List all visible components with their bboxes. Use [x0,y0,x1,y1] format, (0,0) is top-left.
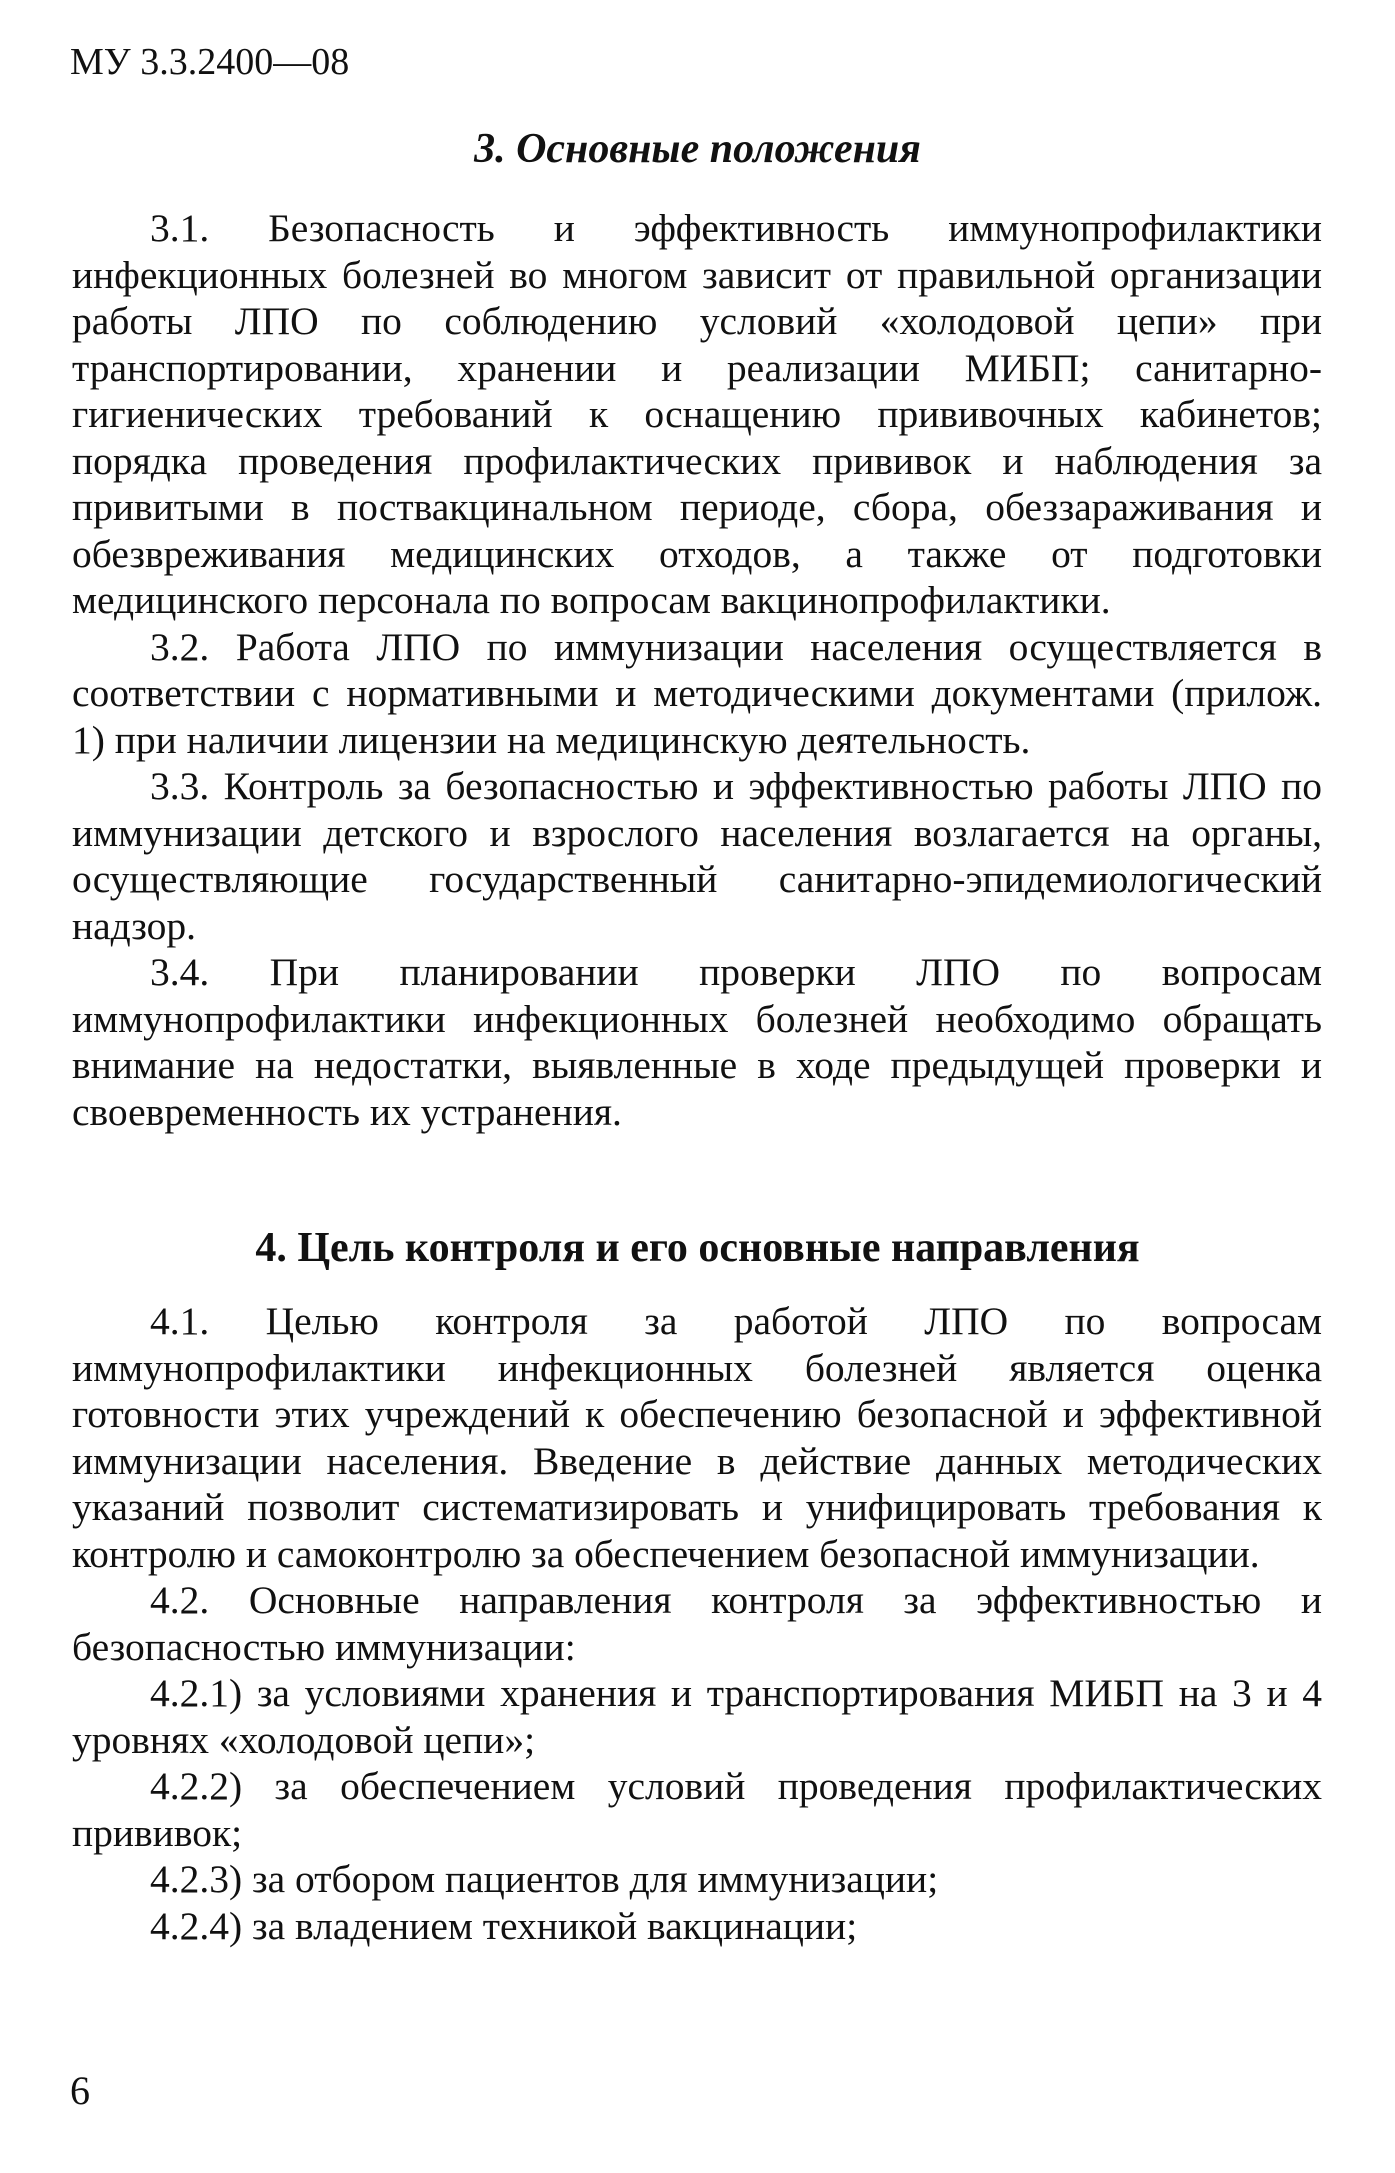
page-number: 6 [70,2068,90,2113]
paragraph-3-2: 3.2. Работа ЛПО по иммунизации населения осуществляется в соответствии с нормативными и методическими документами (прилож. 1) при наличии лицензии на медицинскую деятельность. [72,624,1322,762]
document-code: МУ 3.3.2400—08 [70,41,350,83]
paragraph-4-2-4: 4.2.4) за владением техникой вакцинации; [150,1903,858,1948]
section-4-title: 4. Цель контроля и его основные направления [255,1225,1140,1271]
paragraph-4-2-3: 4.2.3) за отбором пациентов для иммунизации; [150,1857,939,1901]
paragraph-3-1: 3.1. Безопасность и эффективность иммунопрофилактики инфекционных болезней во многом зависит от правильной организации работы ЛПО по соблюдению условий «холодовой цепи» при транспортировании, хранении и реализации МИБП; санитарно-гигиенических требований к оснащению прививочных кабинетов; порядка проведения профилактических прививок и наблюдения за привитыми в поствакцинальном периоде, сбора, обеззараживания и обезвреживания медицинских отходов, а также от подготовки медицинского персонала по вопросам вакцинопрофилактики. [72,206,1322,622]
paragraph-4-2-1: 4.2.1) за условиями хранения и транспортирования МИБП на 3 и 4 уровнях «холодовой цепи»; [72,1671,1322,1762]
section-3-title-text: 3. Основные положения [474,126,921,172]
paragraph-3-3: 3.3. Контроль за безопасностью и эффективностью работы ЛПО по иммунизации детского и взрослого населения возлагается на органы, осуществляющие государственный санитарно-эпидемиологический надзор. [72,764,1322,948]
paragraph-4-2: 4.2. Основные направления контроля за эффективностью и безопасностью иммунизации: [72,1578,1322,1669]
paragraph-4-1: 4.1. Целью контроля за работой ЛПО по вопросам иммунопрофилактики инфекционных болезней является оценка готовности этих учреждений к обеспечению безопасной и эффективной иммунизации населения. Введение в действие данных методических указаний позволит систематизировать и унифицировать требования к контролю и самоконтролю за обеспечением безопасной иммунизации. [72,1299,1322,1576]
paragraph-4-2-2: 4.2.2) за обеспечением условий проведения профилактических прививок; [72,1764,1322,1855]
section-3-body [72,205,1322,1135]
section-3-title [0,124,1395,174]
section-4-body [72,1298,1322,1949]
paragraph-3-4: 3.4. При планировании проверки ЛПО по вопросам иммунопрофилактики инфекционных болезней необходимо обращать внимание на недостатки, выявленные в ходе предыдущей проверки и своевременность их устранения. [72,950,1322,1134]
